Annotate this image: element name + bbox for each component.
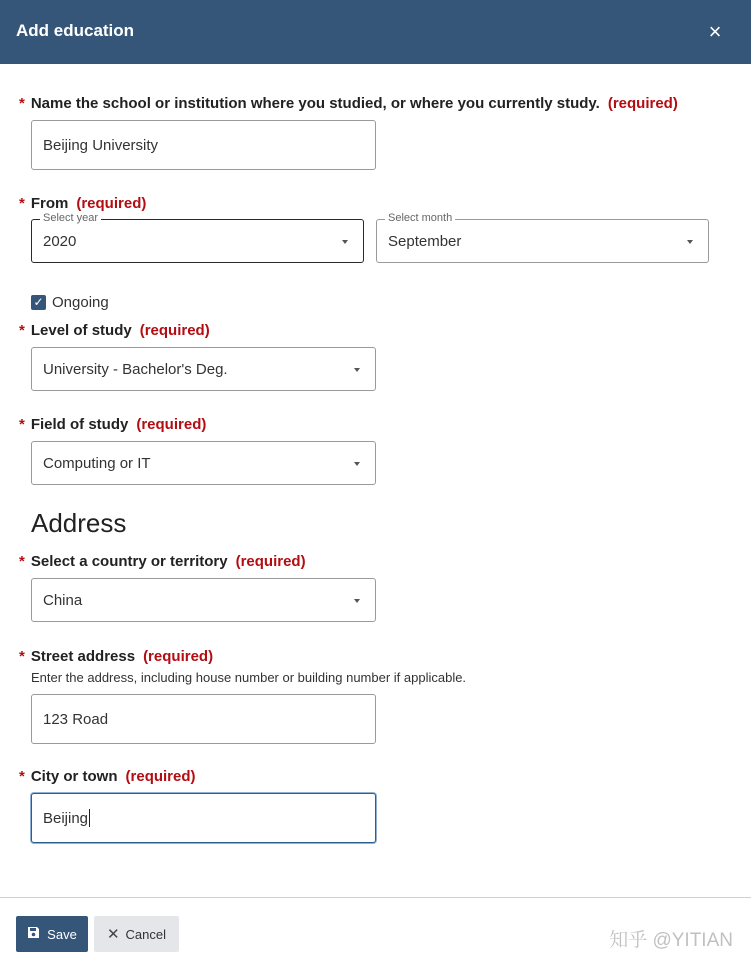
save-button[interactable] [16,916,88,952]
required-marker: (required) [139,322,210,339]
from-label [19,195,146,212]
required-star: * [19,322,25,339]
field-select-value: Computing or IT [43,454,151,472]
floppy-disk-icon [27,926,40,942]
address-heading: Address [31,508,127,538]
text-cursor [89,809,90,827]
street-input[interactable] [31,694,376,744]
city-input[interactable] [31,793,376,843]
country-label-text: Select a country or territory [30,553,228,570]
month-select-label: Select month [385,212,455,224]
required-star: * [19,95,25,112]
month-select-value: September [388,232,462,250]
level-select-value: University - Bachelor's Deg. [43,360,228,378]
year-select-label: Select year [40,212,101,224]
school-input[interactable] [31,120,376,170]
ongoing-label[interactable]: Ongoing [52,294,109,311]
checkmark-icon: ✓ [33,295,44,309]
city-input-value: Beijing [43,809,89,827]
street-help-text: Enter the address, including house number or building number if applicable. [31,670,467,685]
dialog-title: Add education [16,21,135,40]
street-label-text: Street address [30,648,136,665]
field-select[interactable] [31,441,376,485]
required-star: * [19,553,25,570]
chevron-down-icon [354,599,360,603]
footer-divider [0,897,751,898]
required-marker: (required) [125,768,196,785]
required-marker: (required) [607,95,678,112]
school-label [19,95,678,112]
street-input-value: 123 Road [43,710,109,728]
chevron-down-icon [342,240,348,244]
close-icon: × [708,19,722,44]
required-star: * [19,768,25,785]
country-select-value: China [43,591,83,609]
close-icon: ✕ [106,926,120,943]
watermark: 知乎 @YITIAN [609,930,733,951]
required-star: * [19,648,25,665]
chevron-down-icon [354,462,360,466]
country-label [19,553,306,570]
level-label-text: Level of study [30,322,132,339]
required-marker: (required) [143,648,214,665]
level-label [19,322,210,339]
required-star: * [19,195,25,212]
chevron-down-icon [687,240,693,244]
required-marker: (required) [235,553,306,570]
dialog-header [0,0,751,64]
street-label [19,648,213,665]
required-marker: (required) [136,416,207,433]
city-label-text: City or town [30,768,118,785]
close-button[interactable] [705,19,725,44]
field-label-text: Field of study [30,416,129,433]
save-button-label: Save [47,926,77,942]
year-select[interactable] [31,212,364,263]
from-label-text: From [30,195,69,212]
cancel-button-label: Cancel [125,926,167,942]
country-select[interactable] [31,578,376,622]
city-label [19,768,196,785]
ongoing-checkbox[interactable] [31,295,46,310]
field-label [19,416,206,433]
month-select[interactable] [376,212,709,263]
required-marker: (required) [76,195,147,212]
required-star: * [19,416,25,433]
level-select[interactable] [31,347,376,391]
school-label-text: Name the school or institution where you studied, or where you currently study. [30,95,600,112]
cancel-button[interactable] [94,916,179,952]
school-input-value: Beijing University [43,136,159,154]
chevron-down-icon [354,368,360,372]
year-select-value: 2020 [43,232,77,250]
